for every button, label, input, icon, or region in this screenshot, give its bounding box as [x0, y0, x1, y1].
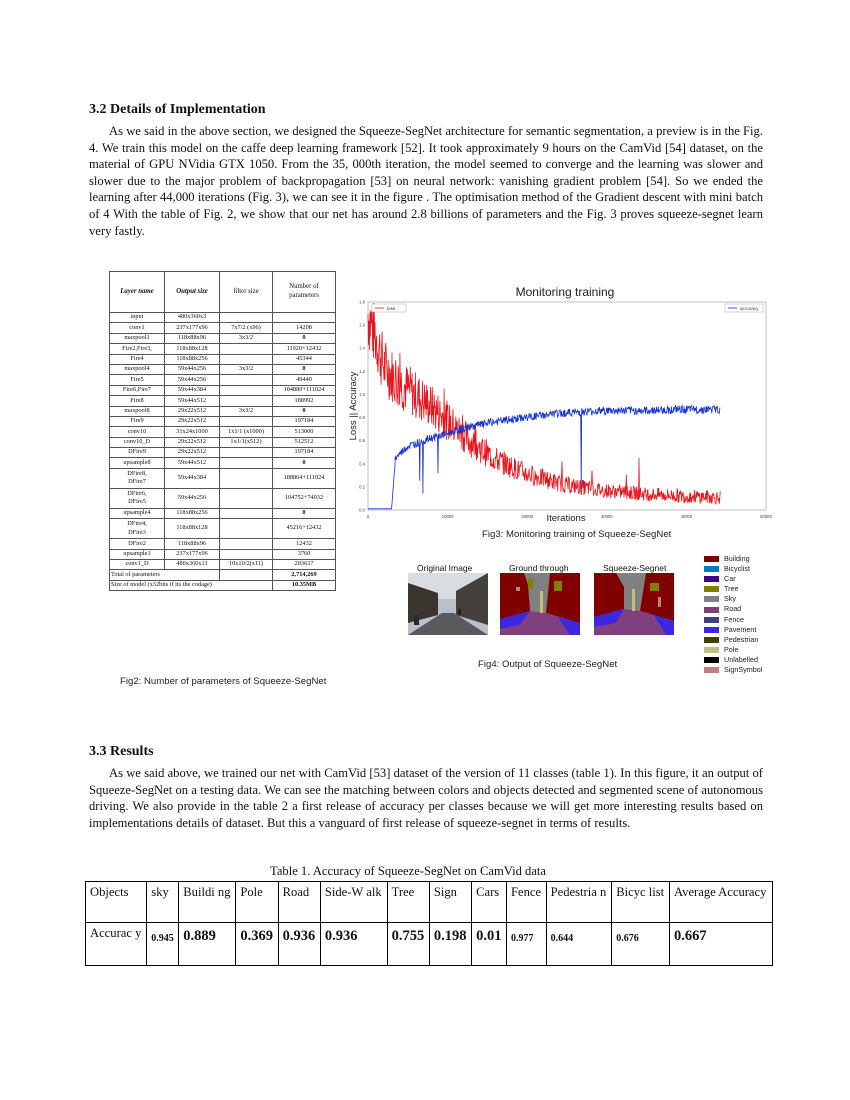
table-row — [110, 437, 336, 447]
legend-item — [704, 635, 762, 645]
parameters-table-body — [110, 313, 336, 570]
table-cell: 0 — [273, 458, 336, 468]
table-cell: upsample8 — [110, 458, 165, 468]
legend-item — [704, 655, 762, 665]
table-cell: DFire8, DFire7 — [110, 468, 165, 488]
accuracy-value-cell: 0.889 — [179, 923, 236, 966]
table-cell: 29x22x512 — [165, 437, 220, 447]
table-cell: 512512 — [273, 437, 336, 447]
table-cell: 237x177x96 — [165, 323, 220, 333]
accuracy-value-cell: 0.667 — [670, 923, 773, 966]
y-tick-label: 1.4 — [359, 345, 365, 351]
table-cell: conv1_D — [110, 560, 165, 570]
table1-caption: Table 1. Accuracy of Squeeze-SegNet on CamVid data — [270, 864, 547, 878]
table-row — [110, 406, 336, 416]
table-cell: 3x3/2 — [220, 406, 273, 416]
section-paragraph: As we said above, we trained our net with CamVid [53] dataset of the version of 11 classes (table 1). In this figure, it an output of Squeeze-SegNet on a testing data. We can see the matching between colors and objects detected and segmented scene of autonomous driving. We also provide in the table 2 a first release of accuracy per classes because we will get more interesting results based on implementations details of dataset. But this a vanguard of first release of squeeze-segnet in terms of results. — [89, 766, 763, 830]
legend-label: Fence — [724, 614, 744, 624]
row-label: Accurac y — [86, 923, 147, 966]
legend-label: Road — [724, 604, 742, 614]
table-header-cell: Buildi ng — [179, 882, 236, 923]
table-row — [110, 488, 336, 508]
table-cell: 197184 — [273, 448, 336, 458]
original-image — [408, 573, 488, 635]
table-cell: 0 — [273, 364, 336, 374]
table-cell: 118x88x96 — [165, 539, 220, 549]
table-cell: Fire8 — [110, 396, 165, 406]
table-cell: 118x88x96 — [165, 333, 220, 343]
fig4-caption: Fig4: Output of Squeeze-SegNet — [478, 659, 618, 670]
legend-item — [704, 554, 762, 564]
y-tick-label: 1.6 — [359, 322, 365, 328]
legend-swatch — [704, 596, 719, 602]
table-row — [110, 364, 336, 374]
table-header-cell: Fence — [507, 882, 547, 923]
table-cell — [220, 313, 273, 323]
table-row — [110, 549, 336, 559]
accuracy-value-cell: 0.01 — [472, 923, 507, 966]
legend-label: Tree — [724, 584, 739, 594]
table-cell: Fire5 — [110, 375, 165, 385]
table-cell — [220, 488, 273, 508]
size-label: Size of model (x32bits if its the codage) — [110, 580, 273, 590]
legend-label: SignSymbol — [724, 665, 763, 675]
table-row — [110, 396, 336, 406]
accuracy-value-cell: 0.755 — [387, 923, 429, 966]
panel-title-original: Original Image — [417, 563, 473, 573]
table-cell: maxpool8 — [110, 406, 165, 416]
table-cell: 1x1/1(x512) — [220, 437, 273, 447]
section-heading: 3.3 Results — [89, 744, 154, 759]
table-cell: 188864+111024 — [273, 468, 336, 488]
squeeze-segnet-output-image — [594, 573, 674, 635]
legend-item — [704, 574, 762, 584]
table-cell: conv10_D — [110, 437, 165, 447]
table-cell: 104880+111024 — [273, 385, 336, 395]
table-cell: 104752+74032 — [273, 488, 336, 508]
table-cell: maxpool1 — [110, 333, 165, 343]
legend-item — [704, 564, 762, 574]
legend-item — [704, 604, 762, 614]
legend-label: Unlabelled — [724, 654, 758, 664]
table-cell: 59x44x512 — [165, 396, 220, 406]
x-tick-label: 20000 — [521, 514, 534, 519]
x-tick-label: 30000 — [600, 514, 613, 519]
table-cell — [220, 448, 273, 458]
y-tick-label: 0.2 — [359, 484, 365, 490]
table-cell: 188992 — [273, 396, 336, 406]
table-cell: 203637 — [273, 560, 336, 570]
table-header-cell: Average Accuracy — [670, 882, 773, 923]
table-row — [110, 427, 336, 437]
table-cell: maxpool4 — [110, 364, 165, 374]
table-header-cell: Side-W alk — [320, 882, 387, 923]
accuracy-value-cell: 0.369 — [236, 923, 278, 966]
accuracy-value-cell: 0.936 — [320, 923, 387, 966]
legend-item — [704, 645, 762, 655]
legend-swatch — [704, 647, 719, 653]
table-cell: 0 — [273, 333, 336, 343]
table-cell: 480x360x3 — [165, 313, 220, 323]
table-cell: 3x3/2 — [220, 333, 273, 343]
table-header-cell: Pedestria n — [546, 882, 612, 923]
table-header-cell: sky — [147, 882, 179, 923]
table-row — [110, 560, 336, 570]
table-cell: 45344 — [273, 354, 336, 364]
table-cell: 49440 — [273, 375, 336, 385]
total-label: Total of parameters — [110, 570, 220, 580]
x-tick-label: 10000 — [441, 514, 454, 519]
table-cell: 29x22x512 — [165, 406, 220, 416]
table-cell: DFire4, DFire3 — [110, 519, 165, 539]
training-chart — [340, 282, 780, 524]
section-paragraph: As we said in the above section, we designed the Squeeze-SegNet architecture for semantic segmentation, a preview is in the Fig. 4. We train this model on the caffe deep learning framework [52]. It took approximately 9 hours on the CamVid [54] dataset, on the material of GPU NVidia GTX 1050. From the 35, 000th iteration, the model seemed to converge and the learning was slower and slower due to the major problem of backpropagation [53] on neural network: vanishing gradient problem [54]. So we ended the learning after 44,000 iterations (Fig. 3), we can see it in the figure . The optimisation method of the Gradient descent with mini batch of 4 With the table of Fig. 2, we show that our net has around 2.8 billions of parameters and the Fig. 3 proves squeeze-segnet learn very fastly. — [89, 124, 763, 238]
accuracy-table — [85, 881, 773, 966]
table-cell: 12432 — [273, 539, 336, 549]
col-header: filter size — [220, 272, 273, 313]
table-cell — [220, 519, 273, 539]
table-cell: 59x44x512 — [165, 458, 220, 468]
table-row — [110, 385, 336, 395]
legend-swatch — [704, 576, 719, 582]
table-cell: Fire4 — [110, 354, 165, 364]
table-cell: 118x88x256 — [165, 508, 220, 518]
section-heading: 3.2 Details of Implementation — [89, 102, 266, 117]
table-row — [110, 416, 336, 426]
table-cell: 59x44x256 — [165, 364, 220, 374]
table-cell: 237x177x96 — [165, 549, 220, 559]
legend-swatch — [704, 586, 719, 592]
table-cell — [220, 416, 273, 426]
table-header-cell: Objects — [86, 882, 147, 923]
table-cell: 1x1/1 (x1000) — [220, 427, 273, 437]
table-cell — [220, 354, 273, 364]
table-cell: 480x360x11 — [165, 560, 220, 570]
x-axis-label: Iterations — [546, 513, 586, 524]
table-cell: DFire6, DFire5 — [110, 488, 165, 508]
y-tick-label: 1.2 — [359, 368, 365, 374]
table-row — [110, 333, 336, 343]
table-header-cell: Tree — [387, 882, 429, 923]
table-cell: DFire2 — [110, 539, 165, 549]
loss-legend — [372, 304, 406, 312]
table-row — [110, 519, 336, 539]
legend-swatch — [704, 617, 719, 623]
legend-label: Pavement — [724, 624, 757, 634]
y-tick-label: 1.0 — [359, 391, 365, 397]
legend-item — [704, 615, 762, 625]
parameters-table — [109, 271, 336, 591]
y-tick-label: 0.4 — [359, 461, 365, 467]
legend-label: Pole — [724, 644, 739, 654]
accuracy-value-cell: 0.977 — [507, 923, 547, 966]
y-axis-label: Loss || Accuracy — [348, 371, 359, 441]
table-row — [110, 458, 336, 468]
panel-title-prediction: Squeeze-Segnet — [603, 563, 667, 573]
table-header-cell: Cars — [472, 882, 507, 923]
legend-swatch — [704, 607, 719, 613]
col-header: Layer name — [110, 272, 165, 313]
legend-accuracy-label: accuracy — [740, 306, 759, 311]
table-cell — [220, 539, 273, 549]
table-cell: 11920+12432 — [273, 344, 336, 354]
legend-swatch — [704, 566, 719, 572]
legend-swatch — [704, 657, 719, 663]
table-cell: 59x44x384 — [165, 385, 220, 395]
table-cell: Fire9 — [110, 416, 165, 426]
table-cell — [220, 508, 273, 518]
fig2-caption: Fig2: Number of parameters of Squeeze-SegNet — [120, 676, 327, 687]
table-row — [110, 448, 336, 458]
table-row — [110, 323, 336, 333]
table-cell — [220, 549, 273, 559]
table-cell: 29x22x512 — [165, 416, 220, 426]
legend-label: Pedestrian — [724, 634, 759, 644]
col-header: Number of parameters — [273, 272, 336, 313]
legend-label: Bicyclist — [724, 564, 750, 574]
legend-item — [704, 594, 762, 604]
legend-loss-label: loss — [387, 306, 396, 311]
table-cell: 118x88x128 — [165, 519, 220, 539]
accuracy-value-cell: 0.936 — [278, 923, 320, 966]
legend-swatch — [704, 627, 719, 633]
class-color-legend — [704, 554, 762, 675]
accuracy-value-cell: 0.945 — [147, 923, 179, 966]
table-cell — [220, 458, 273, 468]
panel-title-ground-truth: Ground through — [509, 563, 569, 573]
legend-swatch — [704, 667, 719, 673]
legend-item — [704, 584, 762, 594]
table-row — [110, 539, 336, 549]
accuracy-value-cell: 0.198 — [429, 923, 471, 966]
table-cell: upsample4 — [110, 508, 165, 518]
table-cell: 59x44x256 — [165, 375, 220, 385]
size-value: 10.35MB — [273, 580, 336, 590]
accuracy-legend — [725, 304, 763, 312]
table-cell: 14208 — [273, 323, 336, 333]
table-row — [110, 375, 336, 385]
table-cell — [220, 385, 273, 395]
table-cell: 45216+12432 — [273, 519, 336, 539]
table-cell — [220, 468, 273, 488]
table-header-cell: Bicyc list — [612, 882, 670, 923]
accuracy-value-cell: 0.644 — [546, 923, 612, 966]
table-row — [110, 508, 336, 518]
table-header-cell: Sign — [429, 882, 471, 923]
table-row — [110, 313, 336, 323]
table-cell: 3x3/2 — [220, 364, 273, 374]
table-cell — [273, 313, 336, 323]
table-header-cell: Road — [278, 882, 320, 923]
accuracy-table-values — [86, 923, 773, 966]
y-tick-label: 0.6 — [359, 438, 365, 444]
table-cell: 513000 — [273, 427, 336, 437]
table-cell: Fire2,Fire3, — [110, 344, 165, 354]
legend-label: Sky — [724, 594, 736, 604]
legend-swatch — [704, 637, 719, 643]
table-cell: 10x10/2(x11) — [220, 560, 273, 570]
col-header: Output size — [165, 272, 220, 313]
y-tick-label: 1.8 — [359, 299, 365, 305]
legend-label: Car — [724, 574, 736, 584]
table-cell: 0 — [273, 406, 336, 416]
table-cell: 29x22x512 — [165, 448, 220, 458]
y-tick-label: 0.8 — [359, 415, 365, 421]
table-cell: 31x24x1000 — [165, 427, 220, 437]
table-cell: 3760 — [273, 549, 336, 559]
total-value: 2,714,269 — [273, 570, 336, 580]
table-cell: DFire9 — [110, 448, 165, 458]
table-cell — [220, 344, 273, 354]
table-cell — [220, 396, 273, 406]
x-tick-label: 0 — [366, 514, 370, 519]
table-row — [110, 354, 336, 364]
accuracy-table-header — [86, 882, 773, 923]
fig3-caption: Fig3: Monitoring training of Squeeze-SegNet — [482, 529, 672, 540]
legend-label: Building — [724, 554, 750, 563]
ground-truth-image — [500, 573, 580, 635]
table-cell: 59x44x256 — [165, 488, 220, 508]
table-cell: 7x7/2 (x96) — [220, 323, 273, 333]
accuracy-value-cell: 0.676 — [612, 923, 670, 966]
legend-item — [704, 665, 762, 675]
y-tick-label: 0.0 — [359, 507, 365, 513]
table-cell: 118x88x256 — [165, 354, 220, 364]
x-tick-label: 50000 — [760, 514, 772, 519]
table-row — [110, 344, 336, 354]
table-cell: conv10 — [110, 427, 165, 437]
legend-swatch — [704, 556, 719, 562]
chart-title: Monitoring training — [515, 285, 615, 299]
table-cell: 0 — [273, 508, 336, 518]
table-cell: Fire6,Fire7 — [110, 385, 165, 395]
table-cell: upsample1 — [110, 549, 165, 559]
table-cell — [220, 375, 273, 385]
table-cell: 59x44x384 — [165, 468, 220, 488]
table-cell: conv1 — [110, 323, 165, 333]
table-header-cell: Pole — [236, 882, 278, 923]
table-row — [110, 468, 336, 488]
table-cell: 118x88x128 — [165, 344, 220, 354]
table-cell: input — [110, 313, 165, 323]
legend-item — [704, 625, 762, 635]
x-tick-label: 40000 — [680, 514, 693, 519]
table-cell: 197184 — [273, 416, 336, 426]
